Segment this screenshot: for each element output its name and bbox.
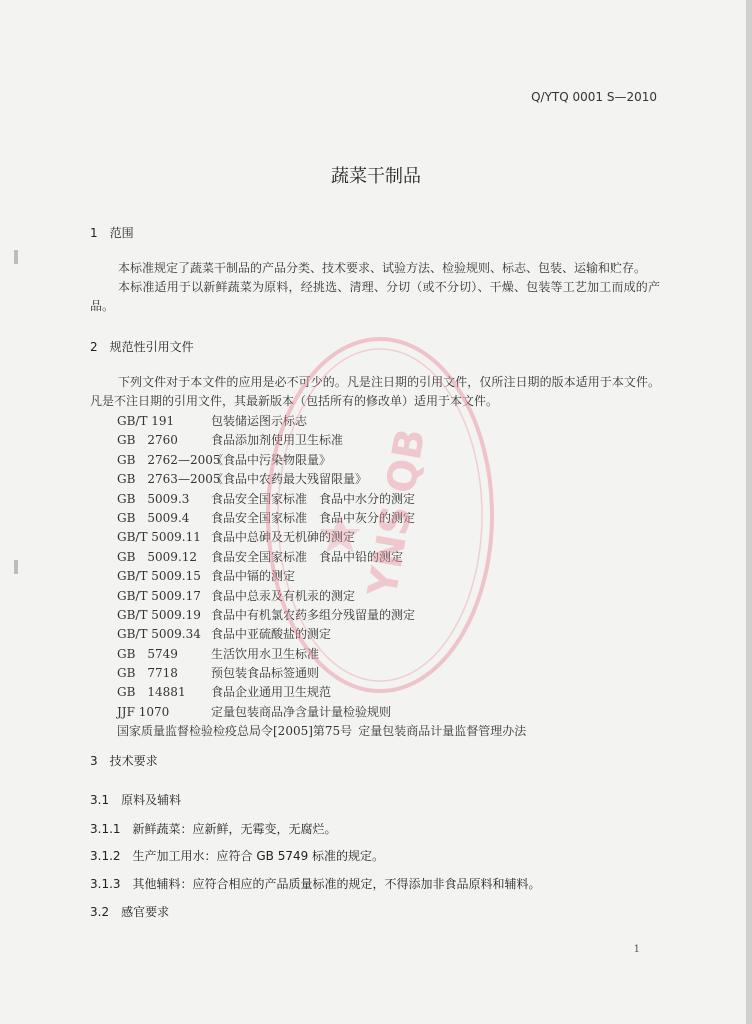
reference-title: 食品安全国家标准 食品中铅的测定 [211, 549, 404, 564]
clause [90, 847, 384, 864]
seal-stamp [260, 330, 500, 700]
reference-code: GB 5749 [117, 646, 178, 661]
clause-number: 3.1.1 [90, 822, 121, 836]
reference-code: GB/T 5009.11 [117, 530, 201, 545]
reference-code: GB/T 5009.19 [117, 607, 201, 622]
clause [90, 791, 181, 808]
reference-title: 食品中有机氯农药多组分残留量的测定 [211, 607, 416, 622]
reference-code: GB 5009.3 [117, 491, 190, 506]
reference-title: 食品安全国家标准 食品中灰分的测定 [211, 510, 416, 525]
reference-title: 预包装食品标签通则 [211, 666, 320, 681]
section-heading-scope: 1 范围 [90, 226, 134, 240]
reference-item [117, 703, 526, 722]
clause-number: 3.2 [90, 905, 110, 919]
reference-code: GB/T 5009.17 [117, 588, 201, 603]
reference-title: 《食品中农药最大残留限量》 [211, 472, 368, 487]
reference-code: JJF 1070 [117, 704, 170, 719]
binding-mark [14, 560, 18, 574]
clause-text: 新鲜蔬菜：应新鲜，无霉变，无腐烂。 [132, 822, 337, 836]
clause-text: 生产加工用水：应符合 GB 5749 标准的规定。 [132, 849, 385, 863]
clause-number: 3.1.2 [90, 849, 121, 863]
reference-code: GB 5009.12 [117, 549, 198, 564]
reference-title: 食品企业通用卫生规范 [211, 685, 332, 700]
reference-title: 《食品中污染物限量》 [211, 452, 332, 467]
scan-edge [746, 0, 752, 1024]
clause-text: 感官要求 [121, 905, 170, 919]
clause-text: 其他辅料：应符合相应的产品质量标准的规定，不得添加非食品原料和辅料。 [132, 877, 541, 891]
section-heading-normative: 2 规范性引用文件 [90, 340, 194, 354]
reference-code: GB/T 5009.34 [117, 627, 201, 642]
reference-title: 食品中镉的测定 [211, 569, 296, 584]
reference-title: 食品中总砷及无机砷的测定 [211, 530, 356, 545]
reference-code: GB 5009.4 [117, 510, 190, 525]
document-title: 蔬菜干制品 [331, 166, 421, 187]
normative-intro: 下列文件对于本文件的应用是必不可少的。凡是注日期的引用文件，仅所注日期的版本适用于本文件。凡是不注日期的引用文件，其最新版本（包括所有的修改单）适用于本文件。 [90, 375, 660, 408]
section-heading-technical: 3 技术要求 [90, 754, 158, 768]
reference-title: 食品安全国家标准 食品中水分的测定 [211, 491, 416, 506]
reference-title: 定量包装商品净含量计量检验规则 [211, 704, 392, 719]
reference-title: 定量包装商品计量监督管理办法 [358, 724, 527, 739]
reference-title: 食品中亚硫酸盐的测定 [211, 627, 332, 642]
clause [90, 820, 337, 837]
page-number: 1 [633, 944, 640, 955]
reference-code: GB/T 191 [117, 414, 175, 428]
reference-code: GB 7718 [117, 666, 178, 681]
clause [90, 903, 169, 920]
reference-item [117, 722, 526, 741]
scope-paragraph: 本标准规定了蔬菜干制品的产品分类、技术要求、试验方法、检验规则、标志、包装、运输和贮存。 [118, 261, 647, 275]
clause-number: 3.1.3 [90, 877, 121, 891]
seal-text: YNS QB [359, 425, 435, 601]
reference-code: GB/T 5009.15 [117, 569, 201, 584]
standard-code: Q/YTQ 0001 S—2010 [531, 90, 657, 104]
reference-code: GB 2760 [117, 433, 178, 448]
reference-code: GB 14881 [117, 685, 186, 700]
reference-title: 生活饮用水卫生标准 [211, 646, 320, 661]
reference-title: 食品添加剂使用卫生标准 [211, 433, 344, 448]
reference-code: 国家质量监督检验检疫总局令[2005]第75号 [117, 724, 353, 739]
clause-text: 原料及辅料 [121, 793, 182, 807]
scope-paragraph: 本标准适用于以新鲜蔬菜为原料，经挑选、清理、分切（或不分切）、干燥、包装等工艺加工而成的产品。 [90, 280, 660, 313]
clause-number: 3.1 [90, 793, 110, 807]
reference-title: 包装储运图示标志 [211, 414, 308, 428]
binding-mark [14, 250, 18, 264]
clause [90, 875, 541, 892]
reference-code: GB 2762—2005 [117, 452, 221, 467]
reference-title: 食品中总汞及有机汞的测定 [211, 588, 356, 603]
reference-code: GB 2763—2005 [117, 472, 221, 487]
